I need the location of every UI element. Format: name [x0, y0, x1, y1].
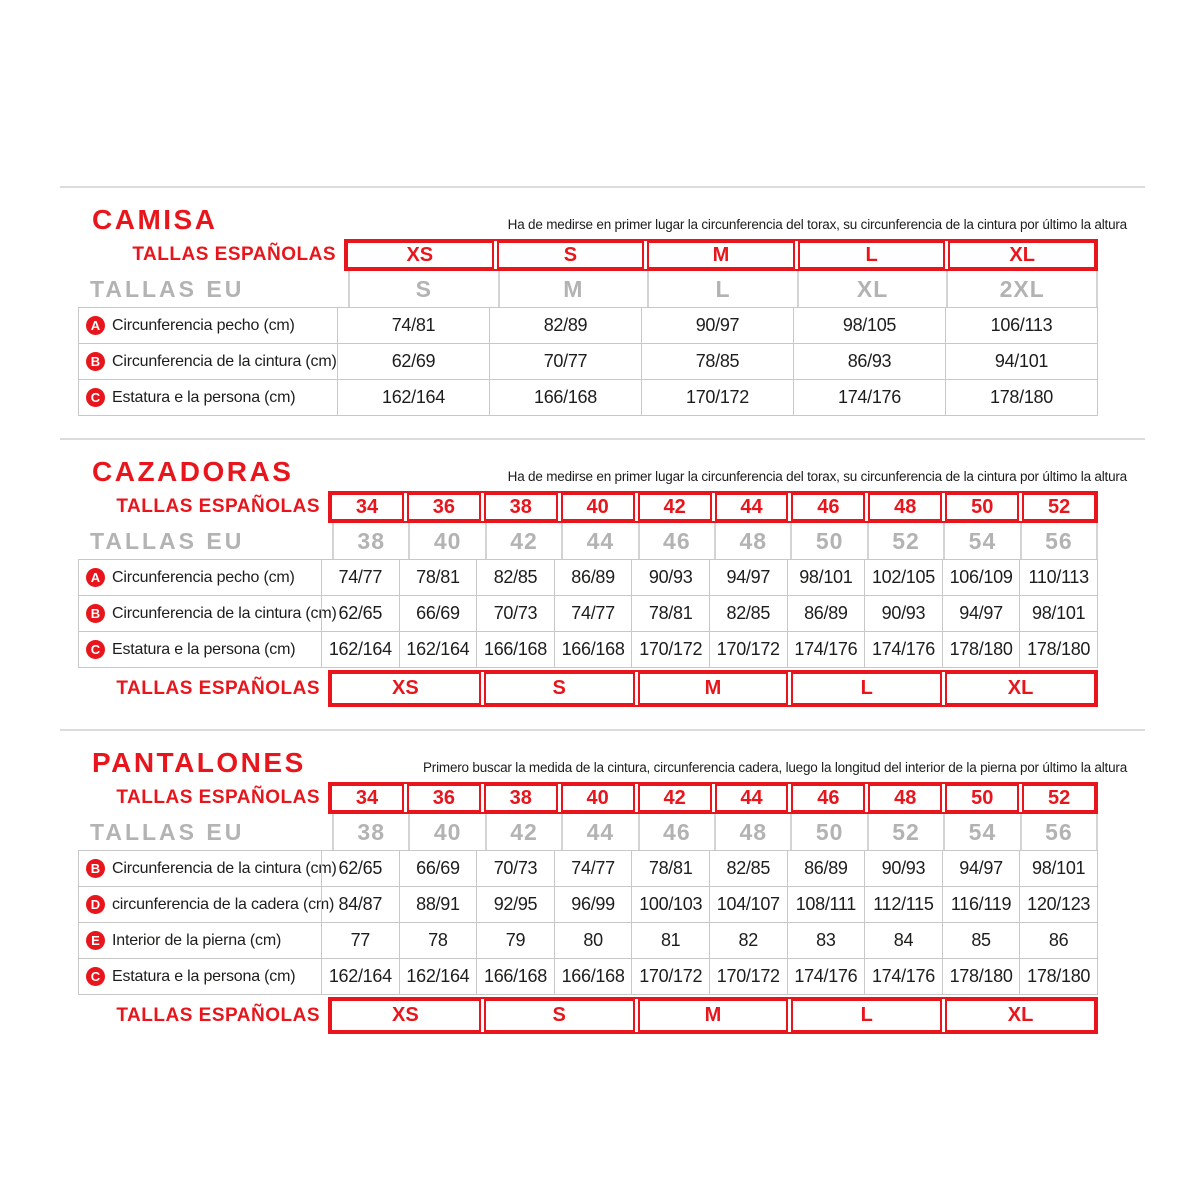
eu-size-cell: 56 — [1020, 523, 1098, 559]
row-label-cell — [79, 632, 321, 667]
value-cell: 110/113 — [1019, 560, 1097, 595]
value-cell: 178/180 — [1019, 632, 1097, 667]
eu-size-cell: XL — [797, 271, 947, 307]
section-description: Ha de medirse en primer lugar la circunferencia del torax, su circunferencia de la cintura por último la altura — [507, 217, 1127, 232]
value-cell: 79 — [476, 923, 554, 958]
value-cell: 120/123 — [1019, 887, 1097, 922]
es-size-cell: 50 — [945, 493, 1019, 521]
value-cell: 174/176 — [793, 380, 945, 415]
tallas-eu-label: TALLAS EU — [90, 275, 245, 302]
table-row — [79, 959, 1097, 994]
value-cell: 162/164 — [399, 632, 477, 667]
spanish-sizes-cells — [344, 239, 1098, 271]
value-cell: 86/93 — [793, 344, 945, 379]
es-size-group-cell: XL — [945, 672, 1096, 705]
value-cell: 82/89 — [489, 308, 641, 343]
value-cell: 98/101 — [1019, 851, 1097, 886]
value-cell: 170/172 — [631, 959, 709, 994]
row-label-cell — [79, 308, 337, 343]
tallas-eu-label: TALLAS EU — [90, 527, 245, 554]
value-cell: 94/97 — [942, 596, 1020, 631]
section-title: CAMISA — [92, 204, 218, 235]
es-size-group-cell: M — [638, 999, 789, 1032]
eu-size-cell: L — [647, 271, 797, 307]
section-description: Ha de medirse en primer lugar la circunferencia del torax, su circunferencia de la cintura por último la altura — [507, 469, 1127, 484]
eu-size-cell: 44 — [561, 523, 637, 559]
row-label-cell — [79, 887, 335, 922]
eu-sizes-cells — [332, 523, 1098, 559]
table-row — [79, 308, 1097, 344]
row-label: Circunferencia de la cintura (cm) — [112, 604, 337, 622]
spanish-size-groups — [328, 997, 1098, 1034]
tallas-eu-label: TALLAS EU — [90, 818, 245, 845]
row-label: Estatura e la persona (cm) — [112, 640, 296, 658]
size-table — [78, 782, 1098, 1034]
es-size-cell: S — [497, 241, 645, 269]
value-cell: 66/69 — [399, 596, 477, 631]
es-size-group-cell: S — [484, 999, 635, 1032]
row-label: Circunferencia pecho (cm) — [112, 568, 295, 586]
es-size-cell: 46 — [791, 493, 865, 521]
eu-size-cell: 46 — [638, 814, 714, 850]
row-label: Estatura e la persona (cm) — [112, 388, 296, 406]
eu-size-cell: 38 — [332, 814, 408, 850]
row-letter-badge: B — [86, 859, 105, 878]
es-size-cell: 48 — [868, 784, 942, 812]
es-size-cell: 42 — [638, 784, 712, 812]
es-size-cell: 36 — [407, 493, 481, 521]
value-cell: 174/176 — [787, 632, 865, 667]
eu-size-cell: M — [498, 271, 648, 307]
table-row — [79, 344, 1097, 380]
value-cell: 106/113 — [945, 308, 1097, 343]
spanish-sizes-cells — [328, 782, 1098, 814]
row-letter-badge: C — [86, 967, 105, 986]
value-cell: 178/180 — [1019, 959, 1097, 994]
row-label: circunferencia de la cadera (cm) — [112, 895, 335, 913]
value-cell: 102/105 — [864, 560, 942, 595]
spanish-sizes-row — [78, 782, 1098, 814]
value-cell: 62/65 — [321, 596, 399, 631]
value-cell: 166/168 — [476, 632, 554, 667]
spanish-sizes-footer-row — [78, 670, 1098, 707]
value-cell: 90/93 — [631, 560, 709, 595]
value-cell: 86/89 — [554, 560, 632, 595]
row-letter-badge: D — [86, 895, 105, 914]
eu-size-cell: 42 — [485, 814, 561, 850]
tallas-espanolas-label: TALLAS ESPAÑOLAS — [116, 787, 320, 808]
es-size-cell: 50 — [945, 784, 1019, 812]
es-size-cell: M — [647, 241, 795, 269]
value-cell: 162/164 — [321, 632, 399, 667]
value-cell: 94/97 — [942, 851, 1020, 886]
value-cell: 178/180 — [945, 380, 1097, 415]
row-label: Circunferencia de la cintura (cm) — [112, 859, 337, 877]
section-header — [92, 206, 1127, 234]
section-pantalones — [60, 729, 1145, 1056]
table-row — [79, 923, 1097, 959]
es-size-cell: 36 — [407, 784, 481, 812]
table-row — [79, 632, 1097, 667]
value-cell: 98/105 — [793, 308, 945, 343]
es-size-cell: 34 — [330, 493, 404, 521]
es-size-cell: 46 — [791, 784, 865, 812]
es-size-group-cell: M — [638, 672, 789, 705]
eu-sizes-row — [78, 814, 1098, 850]
value-cell: 82 — [709, 923, 787, 958]
row-label: Circunferencia pecho (cm) — [112, 316, 295, 334]
table-row — [79, 887, 1097, 923]
value-cell: 78/81 — [399, 560, 477, 595]
row-label-cell — [79, 560, 321, 595]
eu-size-cell: 50 — [790, 814, 866, 850]
es-size-cell: 40 — [561, 784, 635, 812]
size-table — [78, 491, 1098, 707]
section-camisa — [60, 186, 1145, 438]
tallas-espanolas-label: TALLAS ESPAÑOLAS — [132, 244, 336, 265]
row-label-cell — [79, 959, 321, 994]
eu-size-cell: 56 — [1020, 814, 1098, 850]
value-cell: 170/172 — [709, 632, 787, 667]
value-cell: 112/115 — [864, 887, 942, 922]
es-size-cell: XS — [346, 241, 494, 269]
row-letter-badge: C — [86, 640, 105, 659]
tallas-espanolas-label: TALLAS ESPAÑOLAS — [116, 1004, 320, 1026]
spanish-sizes-footer-row — [78, 997, 1098, 1034]
es-size-cell: 40 — [561, 493, 635, 521]
value-cell: 77 — [321, 923, 399, 958]
eu-size-cell: 50 — [790, 523, 866, 559]
spanish-size-groups — [328, 670, 1098, 707]
value-cell: 78/81 — [631, 596, 709, 631]
eu-size-cell: S — [348, 271, 498, 307]
value-cell: 74/81 — [337, 308, 489, 343]
value-cell: 166/168 — [489, 380, 641, 415]
value-cell: 174/176 — [864, 959, 942, 994]
eu-size-cell: 40 — [408, 523, 484, 559]
value-cell: 86/89 — [787, 851, 865, 886]
value-cell: 84/87 — [321, 887, 399, 922]
value-cell: 170/172 — [631, 632, 709, 667]
row-letter-badge: E — [86, 931, 105, 950]
eu-size-cell: 54 — [943, 814, 1019, 850]
value-cell: 85 — [942, 923, 1020, 958]
value-cell: 92/95 — [476, 887, 554, 922]
value-cell: 108/111 — [787, 887, 865, 922]
es-size-cell: 42 — [638, 493, 712, 521]
value-cell: 94/101 — [945, 344, 1097, 379]
value-cell: 78/85 — [641, 344, 793, 379]
value-cell: 82/85 — [709, 851, 787, 886]
es-size-cell: 52 — [1022, 784, 1096, 812]
es-size-cell: 44 — [715, 784, 789, 812]
value-cell: 80 — [554, 923, 632, 958]
measurements-grid — [78, 559, 1098, 668]
eu-sizes-cells — [332, 814, 1098, 850]
es-size-cell: L — [798, 241, 946, 269]
value-cell: 162/164 — [321, 959, 399, 994]
row-letter-badge: B — [86, 352, 105, 371]
spanish-sizes-cells — [328, 491, 1098, 523]
value-cell: 170/172 — [709, 959, 787, 994]
row-letter-badge: A — [86, 316, 105, 335]
value-cell: 86/89 — [787, 596, 865, 631]
eu-size-cell: 48 — [714, 814, 790, 850]
section-header — [92, 749, 1127, 777]
tallas-espanolas-label: TALLAS ESPAÑOLAS — [116, 677, 320, 699]
value-cell: 62/69 — [337, 344, 489, 379]
es-size-group-cell: S — [484, 672, 635, 705]
row-label-cell — [79, 851, 337, 886]
eu-size-cell: 40 — [408, 814, 484, 850]
section-cazadoras — [60, 438, 1145, 729]
value-cell: 178/180 — [942, 959, 1020, 994]
section-title: CAZADORAS — [92, 456, 294, 487]
value-cell: 82/85 — [709, 596, 787, 631]
value-cell: 70/73 — [476, 851, 554, 886]
row-letter-badge: A — [86, 568, 105, 587]
value-cell: 70/77 — [489, 344, 641, 379]
value-cell: 62/65 — [321, 851, 399, 886]
eu-size-cell: 48 — [714, 523, 790, 559]
value-cell: 84 — [864, 923, 942, 958]
value-cell: 178/180 — [942, 632, 1020, 667]
value-cell: 74/77 — [554, 851, 632, 886]
eu-sizes-row — [78, 271, 1098, 307]
value-cell: 166/168 — [554, 632, 632, 667]
row-label-cell — [79, 344, 337, 379]
es-size-cell: 52 — [1022, 493, 1096, 521]
value-cell: 96/99 — [554, 887, 632, 922]
es-size-cell: XL — [948, 241, 1096, 269]
eu-size-cell: 38 — [332, 523, 408, 559]
es-size-cell: 38 — [484, 784, 558, 812]
value-cell: 104/107 — [709, 887, 787, 922]
measurements-grid — [78, 307, 1098, 416]
es-size-cell: 34 — [330, 784, 404, 812]
es-size-cell: 38 — [484, 493, 558, 521]
row-label: Estatura e la persona (cm) — [112, 967, 296, 985]
es-size-cell: 44 — [715, 493, 789, 521]
value-cell: 90/97 — [641, 308, 793, 343]
table-row — [79, 560, 1097, 596]
value-cell: 162/164 — [337, 380, 489, 415]
value-cell: 106/109 — [942, 560, 1020, 595]
eu-size-cell: 54 — [943, 523, 1019, 559]
value-cell: 83 — [787, 923, 865, 958]
eu-size-cell: 42 — [485, 523, 561, 559]
row-label: Interior de la pierna (cm) — [112, 931, 282, 949]
section-header — [92, 458, 1127, 486]
row-label-cell — [79, 596, 337, 631]
section-title: PANTALONES — [92, 747, 306, 778]
eu-size-cell: 2XL — [946, 271, 1098, 307]
row-label-cell — [79, 923, 321, 958]
table-row — [79, 596, 1097, 632]
value-cell: 81 — [631, 923, 709, 958]
size-table — [78, 239, 1098, 416]
value-cell: 78 — [399, 923, 477, 958]
value-cell: 162/164 — [399, 959, 477, 994]
value-cell: 166/168 — [554, 959, 632, 994]
value-cell: 174/176 — [864, 632, 942, 667]
row-label: Circunferencia de la cintura (cm) — [112, 352, 337, 370]
value-cell: 166/168 — [476, 959, 554, 994]
value-cell: 98/101 — [787, 560, 865, 595]
value-cell: 74/77 — [321, 560, 399, 595]
value-cell: 86 — [1019, 923, 1097, 958]
value-cell: 174/176 — [787, 959, 865, 994]
value-cell: 98/101 — [1019, 596, 1097, 631]
value-cell: 90/93 — [864, 851, 942, 886]
eu-sizes-row — [78, 523, 1098, 559]
value-cell: 90/93 — [864, 596, 942, 631]
value-cell: 170/172 — [641, 380, 793, 415]
eu-size-cell: 44 — [561, 814, 637, 850]
value-cell: 70/73 — [476, 596, 554, 631]
spanish-sizes-row — [78, 239, 1098, 271]
es-size-cell: 48 — [868, 493, 942, 521]
spanish-sizes-row — [78, 491, 1098, 523]
es-size-group-cell: XL — [945, 999, 1096, 1032]
section-description: Primero buscar la medida de la cintura, circunferencia cadera, luego la longitud del interior de la pierna por último la altura — [423, 760, 1127, 775]
es-size-group-cell: L — [791, 999, 942, 1032]
table-row — [79, 380, 1097, 415]
row-label-cell — [79, 380, 337, 415]
eu-sizes-cells — [348, 271, 1098, 307]
eu-size-cell: 52 — [867, 814, 943, 850]
value-cell: 66/69 — [399, 851, 477, 886]
eu-size-cell: 46 — [638, 523, 714, 559]
value-cell: 78/81 — [631, 851, 709, 886]
value-cell: 82/85 — [476, 560, 554, 595]
row-letter-badge: B — [86, 604, 105, 623]
value-cell: 100/103 — [631, 887, 709, 922]
value-cell: 94/97 — [709, 560, 787, 595]
es-size-group-cell: XS — [330, 672, 481, 705]
eu-size-cell: 52 — [867, 523, 943, 559]
measurements-grid — [78, 850, 1098, 995]
tallas-espanolas-label: TALLAS ESPAÑOLAS — [116, 496, 320, 517]
value-cell: 74/77 — [554, 596, 632, 631]
es-size-group-cell: L — [791, 672, 942, 705]
table-row — [79, 851, 1097, 887]
row-letter-badge: C — [86, 388, 105, 407]
value-cell: 88/91 — [399, 887, 477, 922]
value-cell: 116/119 — [942, 887, 1020, 922]
es-size-group-cell: XS — [330, 999, 481, 1032]
